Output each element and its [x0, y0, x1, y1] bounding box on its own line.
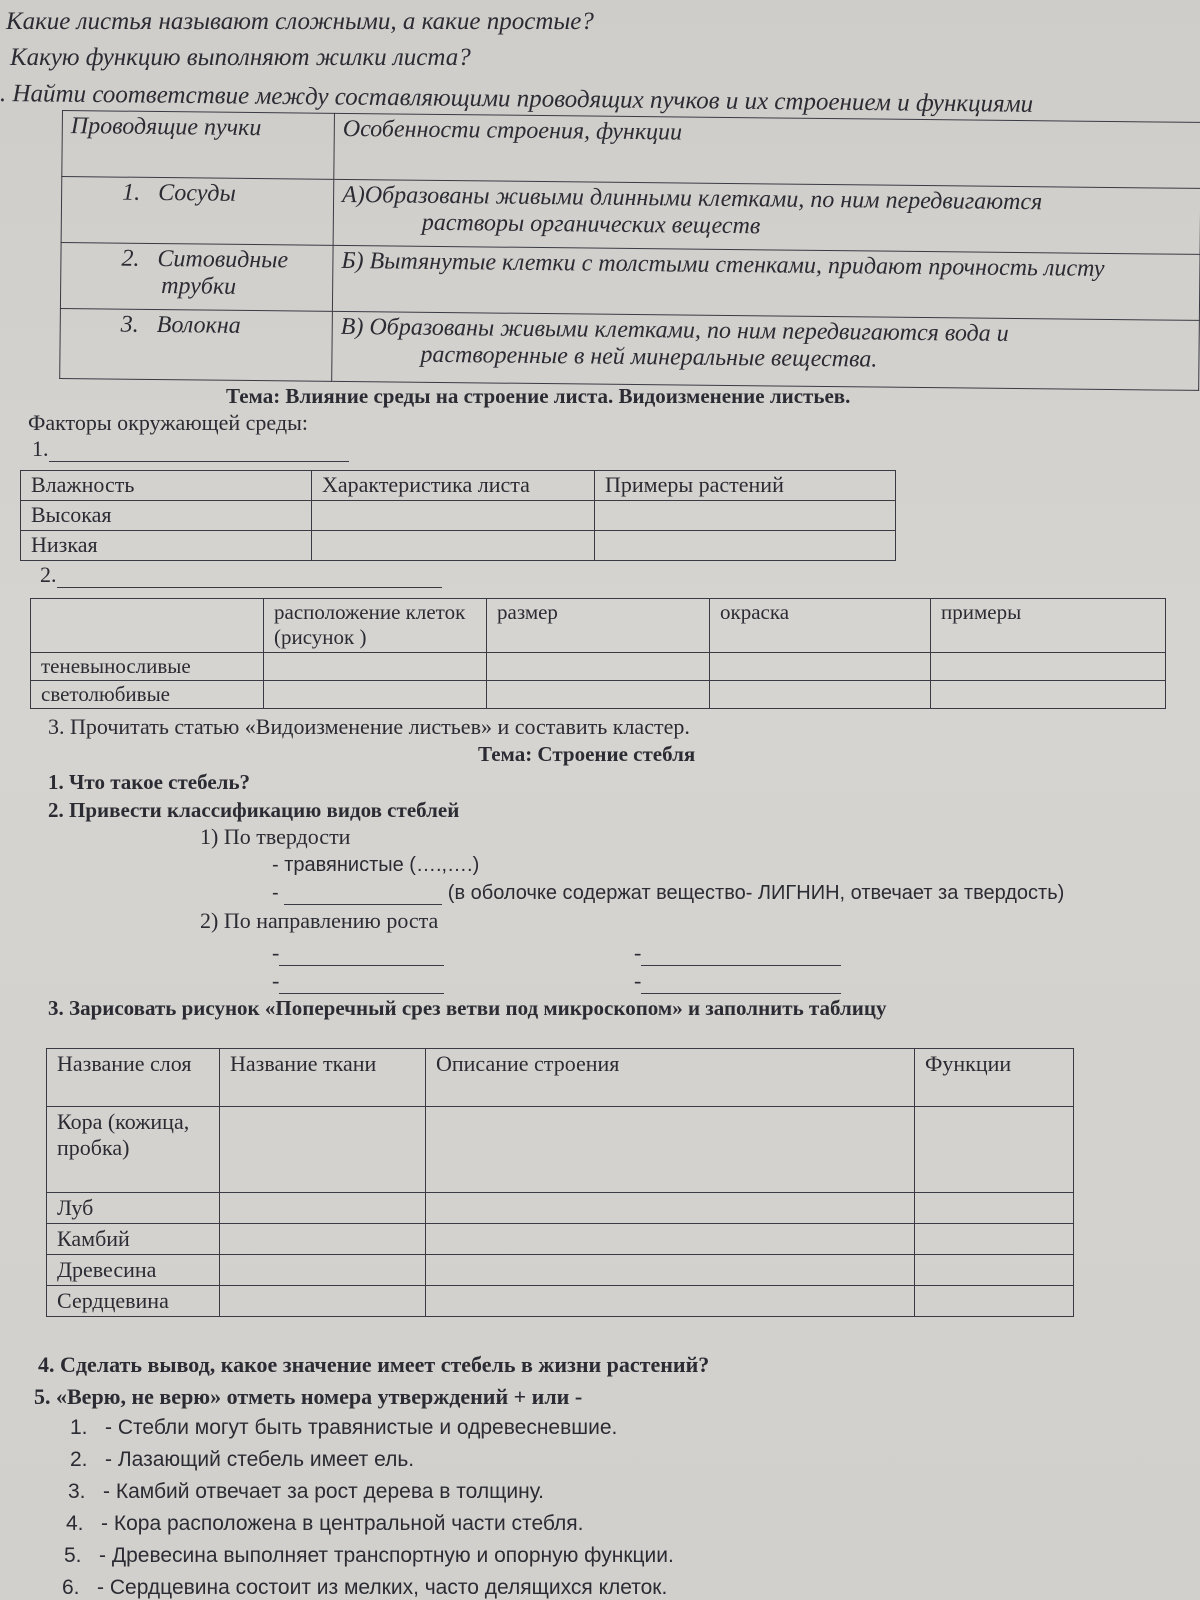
table-row — [61, 177, 1200, 255]
lignin-note: (в оболочке содержат вещество- ЛИГНИН, отвечает за твердость) — [447, 882, 1065, 904]
table-row — [47, 1255, 1074, 1286]
dash: - — [272, 882, 279, 904]
table-row — [47, 1193, 1074, 1224]
stem-layers-table — [46, 1048, 1074, 1317]
row-number: 1. — [122, 179, 141, 206]
bundle-name: Волокна — [156, 312, 241, 339]
light-header: размер — [487, 599, 710, 653]
list-item — [68, 1480, 544, 1504]
list-item — [62, 1576, 667, 1600]
statement-text: - Камбий отвечает за рост дерева в толщину. — [103, 1480, 544, 1503]
answer-line — [49, 441, 349, 462]
dash: - — [272, 968, 280, 993]
classification-herbaceous: - травянистые (….,….) — [272, 854, 480, 876]
growth-blank-1 — [272, 940, 444, 966]
question-match: . Найти соответствие между составляющими проводящих пучков и их строением и функциями — [0, 80, 1034, 118]
table-row — [31, 681, 1166, 709]
task-3-leaf: 3. Прочитать статью «Видоизменение листьев» и составить кластер. — [48, 714, 690, 739]
factor-2 — [40, 562, 442, 588]
growth-blank-4 — [634, 968, 841, 994]
list-item — [70, 1448, 414, 1472]
row-number: 2. — [121, 245, 140, 272]
light-header: окраска — [710, 599, 931, 653]
layer-label: Камбий — [47, 1224, 220, 1255]
bundle-name-cont: трубки — [161, 273, 237, 300]
layer-label: Древесина — [47, 1255, 220, 1286]
statement-number: 3. — [68, 1480, 86, 1503]
bundle-name: Ситовидные — [157, 246, 289, 274]
growth-blank-2 — [634, 940, 841, 966]
stem-question-4: 4. Сделать вывод, какое значение имеет стебель в жизни растений? — [38, 1352, 710, 1377]
table-row — [60, 242, 1200, 320]
light-header: примеры — [931, 599, 1166, 653]
humidity-row-label: Высокая — [21, 501, 312, 531]
statement-number: 5. — [64, 1544, 82, 1567]
question-simple-complex: Какие листья называют сложными, а какие простые? — [6, 8, 594, 35]
growth-blank-3 — [272, 968, 444, 994]
table-row — [31, 653, 1166, 681]
humidity-header: Влажность — [21, 471, 312, 501]
statement-text: - Сердцевина состоит из мелких, часто делящихся клеток. — [97, 1576, 668, 1599]
bundle-name: Сосуды — [157, 180, 236, 207]
bundle-desc: Б) Вытянутые клетки с толстыми стенками, придают прочность листу — [341, 247, 1105, 282]
layers-header: Название слоя — [47, 1049, 220, 1107]
answer-line — [641, 973, 841, 994]
light-row-label: теневыносливые — [31, 653, 264, 681]
list-item — [66, 1512, 583, 1536]
statement-text: - Стебли могут быть травянистые и одревесневшие. — [105, 1416, 618, 1439]
layers-header: Функции — [915, 1049, 1074, 1107]
answer-line — [279, 973, 444, 994]
statement-number: 2. — [70, 1448, 88, 1471]
light-table — [30, 598, 1166, 709]
statement-number: 4. — [66, 1512, 84, 1535]
row-number: 3. — [120, 311, 139, 338]
statement-number: 6. — [62, 1576, 80, 1599]
classification-woody — [272, 882, 1064, 905]
stem-question-1: 1. Что такое стебель? — [48, 770, 251, 794]
factor-2-number: 2. — [40, 562, 57, 587]
layer-label: Сердцевина — [47, 1286, 220, 1317]
dash: - — [272, 940, 280, 965]
answer-line — [57, 567, 442, 588]
answer-line — [641, 945, 841, 966]
list-item — [70, 1416, 617, 1440]
humidity-header: Характеристика листа — [312, 471, 595, 501]
layers-header: Название ткани — [220, 1049, 426, 1107]
classification-growth: 2) По направлению роста — [200, 908, 439, 933]
humidity-table — [20, 470, 896, 561]
factor-1 — [32, 436, 349, 462]
statement-text: - Кора расположена в центральной части стебля. — [101, 1512, 584, 1535]
bundles-header-col2: Особенности строения, функции — [334, 113, 1200, 188]
light-row-label: светолюбивые — [31, 681, 264, 709]
layer-label: Кора (кожица, пробка) — [47, 1107, 220, 1193]
bundle-desc-cont: растворы органических веществ — [421, 209, 761, 240]
bundles-table — [59, 110, 1200, 391]
stem-question-3: 3. Зарисовать рисунок «Поперечный срез ветви под микроскопом» и заполнить таблицу — [48, 996, 887, 1020]
question-veins: Какую функцию выполняют жилки листа? — [10, 44, 471, 71]
factor-1-number: 1. — [32, 436, 49, 461]
answer-line — [279, 945, 444, 966]
factors-label: Факторы окружающей среды: — [28, 410, 308, 435]
table-row — [47, 1224, 1074, 1255]
statement-number: 1. — [70, 1416, 88, 1439]
humidity-header: Примеры растений — [595, 471, 896, 501]
statement-text: - Лазающий стебель имеет ель. — [105, 1448, 415, 1471]
light-header: расположение клеток (рисунок ) — [264, 599, 487, 653]
topic-stem-heading: Тема: Строение стебля — [478, 742, 696, 766]
classification-hardness: 1) По твердости — [200, 824, 351, 849]
table-row — [60, 308, 1200, 390]
dash: - — [634, 940, 642, 965]
table-row — [21, 501, 896, 531]
dash: - — [634, 968, 642, 993]
stem-question-2: 2. Привести классификацию видов стеблей — [48, 798, 460, 822]
statement-text: - Древесина выполняет транспортную и опорную функции. — [99, 1544, 674, 1567]
answer-line — [284, 884, 442, 905]
bundles-header-col1: Проводящие пучки — [62, 111, 335, 180]
humidity-row-label: Низкая — [21, 531, 312, 561]
table-row — [47, 1107, 1074, 1193]
light-header-empty — [31, 599, 264, 653]
layer-label: Луб — [47, 1193, 220, 1224]
layers-header: Описание строения — [426, 1049, 915, 1107]
bundle-desc-cont: растворенные в ней минеральные вещества. — [420, 341, 878, 373]
list-item — [64, 1544, 674, 1568]
bundle-desc: В) Образованы живыми клетками, по ним передвигаются вода и — [340, 313, 1009, 347]
table-row — [47, 1286, 1074, 1317]
table-row — [21, 531, 896, 561]
topic-leaf-heading: Тема: Влияние среды на строение листа. Видоизменение листьев. — [226, 384, 851, 408]
stem-question-5: 5. «Верю, не верю» отметь номера утверждений + или - — [34, 1384, 583, 1409]
bundle-desc: А)Образованы живыми длинными клетками, по ним передвигаются — [341, 181, 1043, 216]
